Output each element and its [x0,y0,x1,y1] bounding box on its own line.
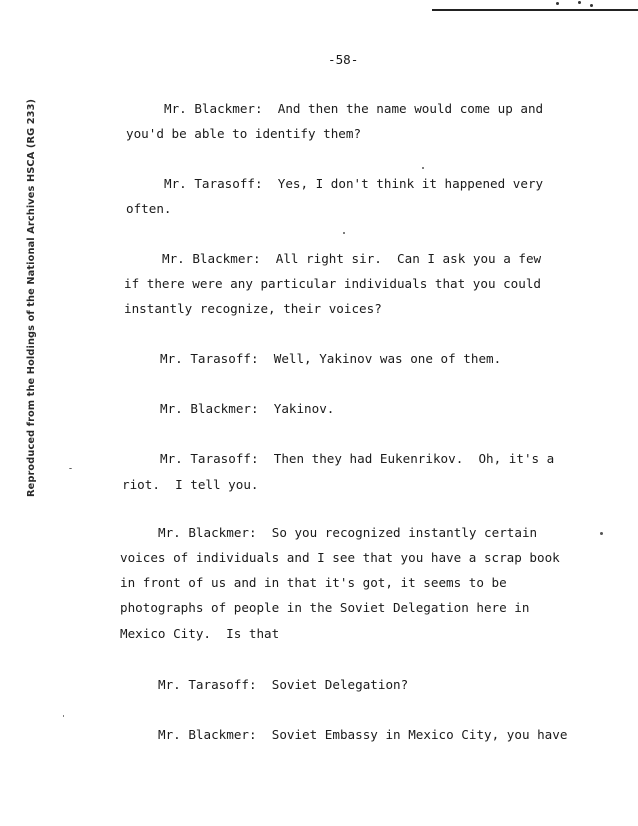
transcript-line: Mr. Blackmer: And then the name would come up and [164,101,544,116]
transcript-line: you'd be able to identify them? [126,126,362,141]
scan-speck [63,715,64,717]
transcript-line: Mr. Tarasoff: Yes, I don't think it happened very [164,176,544,191]
top-scan-specks [556,0,596,8]
scan-speck [69,468,72,469]
archive-margin-note: Reproduced from the Holdings of the National Archives HSCA (RG 233) [26,98,37,497]
transcript-line: in front of us and in that it's got, it seems to be [120,575,507,590]
scan-speck [600,532,603,535]
transcript-line: often. [126,201,172,216]
transcript-line: Mexico City. Is that [120,626,280,641]
transcript-line: Mr. Blackmer: All right sir. Can I ask you a few [162,251,542,266]
transcript-line: instantly recognize, their voices? [124,301,382,316]
page-number: -58- [328,52,359,67]
transcript-line: Mr. Blackmer: Soviet Embassy in Mexico City, you have [158,727,568,742]
transcript-line: Mr. Tarasoff: Then they had Eukenrikov. Oh, it's a [160,451,555,466]
transcript-line: voices of individuals and I see that you have a scrap book [120,550,560,565]
transcript-line: Mr. Tarasoff: Soviet Delegation? [158,677,409,692]
transcript-line: photographs of people in the Soviet Delegation here in [120,600,530,615]
transcript-line: Mr. Blackmer: Yakinov. [160,401,335,416]
scan-speck [422,167,424,169]
transcript-line: Mr. Blackmer: So you recognized instantly certain [158,525,538,540]
transcript-line: Mr. Tarasoff: Well, Yakinov was one of them. [160,351,502,366]
transcript-line: riot. I tell you. [122,477,259,492]
scan-speck [343,232,345,234]
top-scan-rule [432,9,638,11]
transcript-line: if there were any particular individuals that you could [124,276,542,291]
